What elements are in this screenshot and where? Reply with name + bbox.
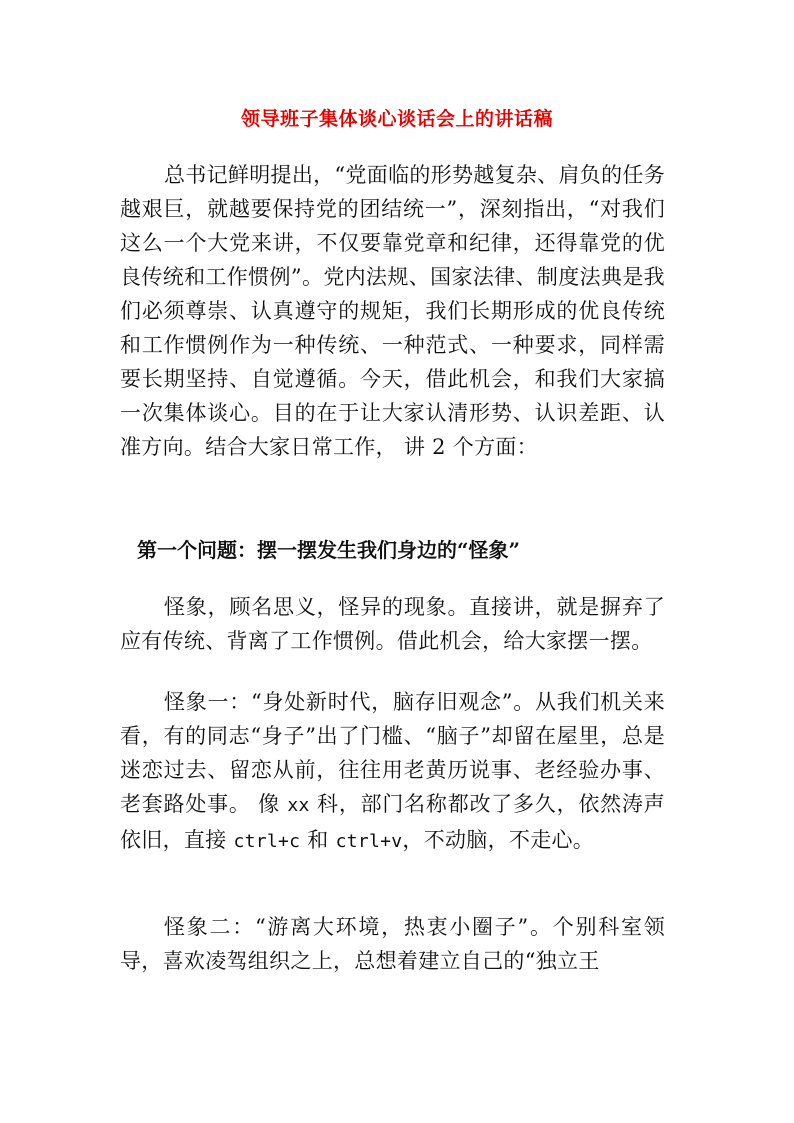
section-heading-1: 第一个问题：摆一摆发生我们身边的“怪象” (137, 538, 521, 562)
paragraph-2: 怪象，顾名思义，怪异的现象。直接讲，就是摒弃了应有传统、背离了工作惯例。借此机会，给大家摆一摆。 (120, 595, 665, 653)
paragraph-1: 总书记鲜明提出，“党面临的形势越复杂、肩负的任务越艰巨，就越要保持党的团结统一”，深刻指出，“对我们这么一个大党来讲，不仅要靠党章和纪律，还得靠党的优良传统和工作惯例”。党内法规、国家法律、制度法典是我们必须尊崇、认真遵守的规矩，我们长期形成的优良传统和工作惯例作为一种传统、一种范式、一种要求，同样需要长期坚持、自觉遵循。今天，借此机会，和我们大家搞一次集体谈心。目的在于让大家认清形势、认识差距、认准方向。结合大家日常工作， 讲 2 个方面： (120, 163, 665, 459)
paragraph-3-code-ctrlc: ctrl+c (233, 831, 301, 852)
paragraph-block-3 (120, 685, 665, 859)
paragraph-3-text-a: 怪象一：“身处新时代，脑存旧观念”。从我们机关来看，有的同志“身子”出了门槛、“脑子”却留在屋里，总是迷恋过去、留恋从前，往往用老黄历说事、老经验办事、老套路处事。 像 (120, 690, 665, 816)
paragraph-block-4 (120, 910, 665, 978)
paragraph-3-text-c: ，不动脑，不走心。 (402, 828, 595, 852)
document-title: 领导班子集体谈心谈话会上的讲话稿 (240, 108, 553, 130)
paragraph-3-text-and: 和 (300, 828, 336, 852)
paragraph-3-text-b: 科，部门名称都改了多久，依然涛声依旧，直接 (120, 792, 665, 852)
paragraph-4: 怪象二：“游离大环境，热衷小圈子”。个别科室领导，喜欢凌驾组织之上，总想着建立自己的“独立王 (120, 915, 665, 973)
paragraph-3-code-ctrlv: ctrl+v (335, 831, 403, 852)
paragraph-3 (120, 685, 665, 859)
paragraph-block-1 (120, 158, 665, 464)
paragraph-3-code-xx: xx (287, 795, 310, 816)
paragraph-block-2 (120, 590, 665, 658)
